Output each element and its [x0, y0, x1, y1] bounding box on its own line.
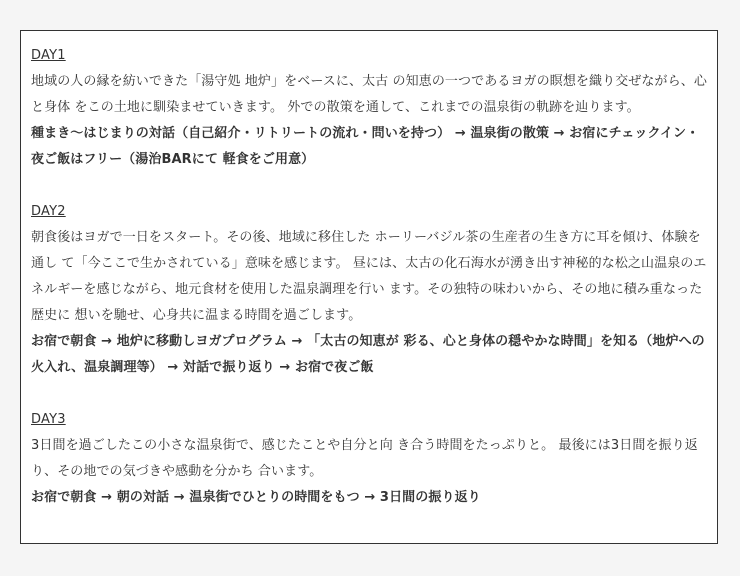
day3-label: DAY3 — [31, 412, 66, 427]
day3-section — [31, 407, 707, 511]
day1-schedule: 種まき〜はじまりの対話（自己紹介・リトリートの流れ・問いを持つ） → 温泉街の散策 → お宿にチェックイン・夜ご飯はフリー（湯治BARにて 軽食をご用意） — [31, 126, 700, 167]
day2-label: DAY2 — [31, 204, 66, 219]
day1-section — [31, 43, 707, 173]
day1-label: DAY1 — [31, 48, 66, 63]
day1-description: 地域の人の縁を紡いできた「湯守処 地炉」をベースに、太古 の知恵の一つであるヨガの瞑想を織り交ぜながら、心と身体 をこの土地に馴染ませていきます。 外での散策を通して、これまでの温泉街の軌跡を辿ります。 — [31, 74, 707, 115]
day2-schedule: お宿で朝食 → 地炉に移動しヨガプログラム → 「太古の知恵が 彩る、心と身体の穏やかな時間」を知る（地炉への火入れ、温泉調理等） → 対話で振り返り → お宿で夜ご飯 — [31, 334, 705, 375]
section-spacer — [31, 173, 707, 199]
day2-section — [31, 199, 707, 381]
day2-description: 朝食後はヨガで一日をスタート。その後、地域に移住した ホーリーバジル茶の生産者の生き方に耳を傾け、体験を通し て「今ここで生かされている」意味を感じます。 昼には、太古の化石海水が湧き出す神秘的な松之山温泉のエ ネルギーを感じながら、地元食材を使用した温泉調理を行い ます。その独特の味わいから、その地に積み重なった歴史に 想いを馳せ、心身共に温まる時間を過ごします。 — [31, 230, 707, 323]
day3-description: 3日間を過ごしたこの小さな温泉街で、感じたことや自分と向 き合う時間をたっぷりと。 最後には3日間を振り返り、その地での気づきや感動を分かち 合います。 — [31, 438, 698, 479]
section-spacer — [31, 381, 707, 407]
itinerary-card — [20, 30, 718, 544]
day3-schedule: お宿で朝食 → 朝の対話 → 温泉街でひとりの時間をもつ → 3日間の振り返り — [31, 490, 481, 505]
